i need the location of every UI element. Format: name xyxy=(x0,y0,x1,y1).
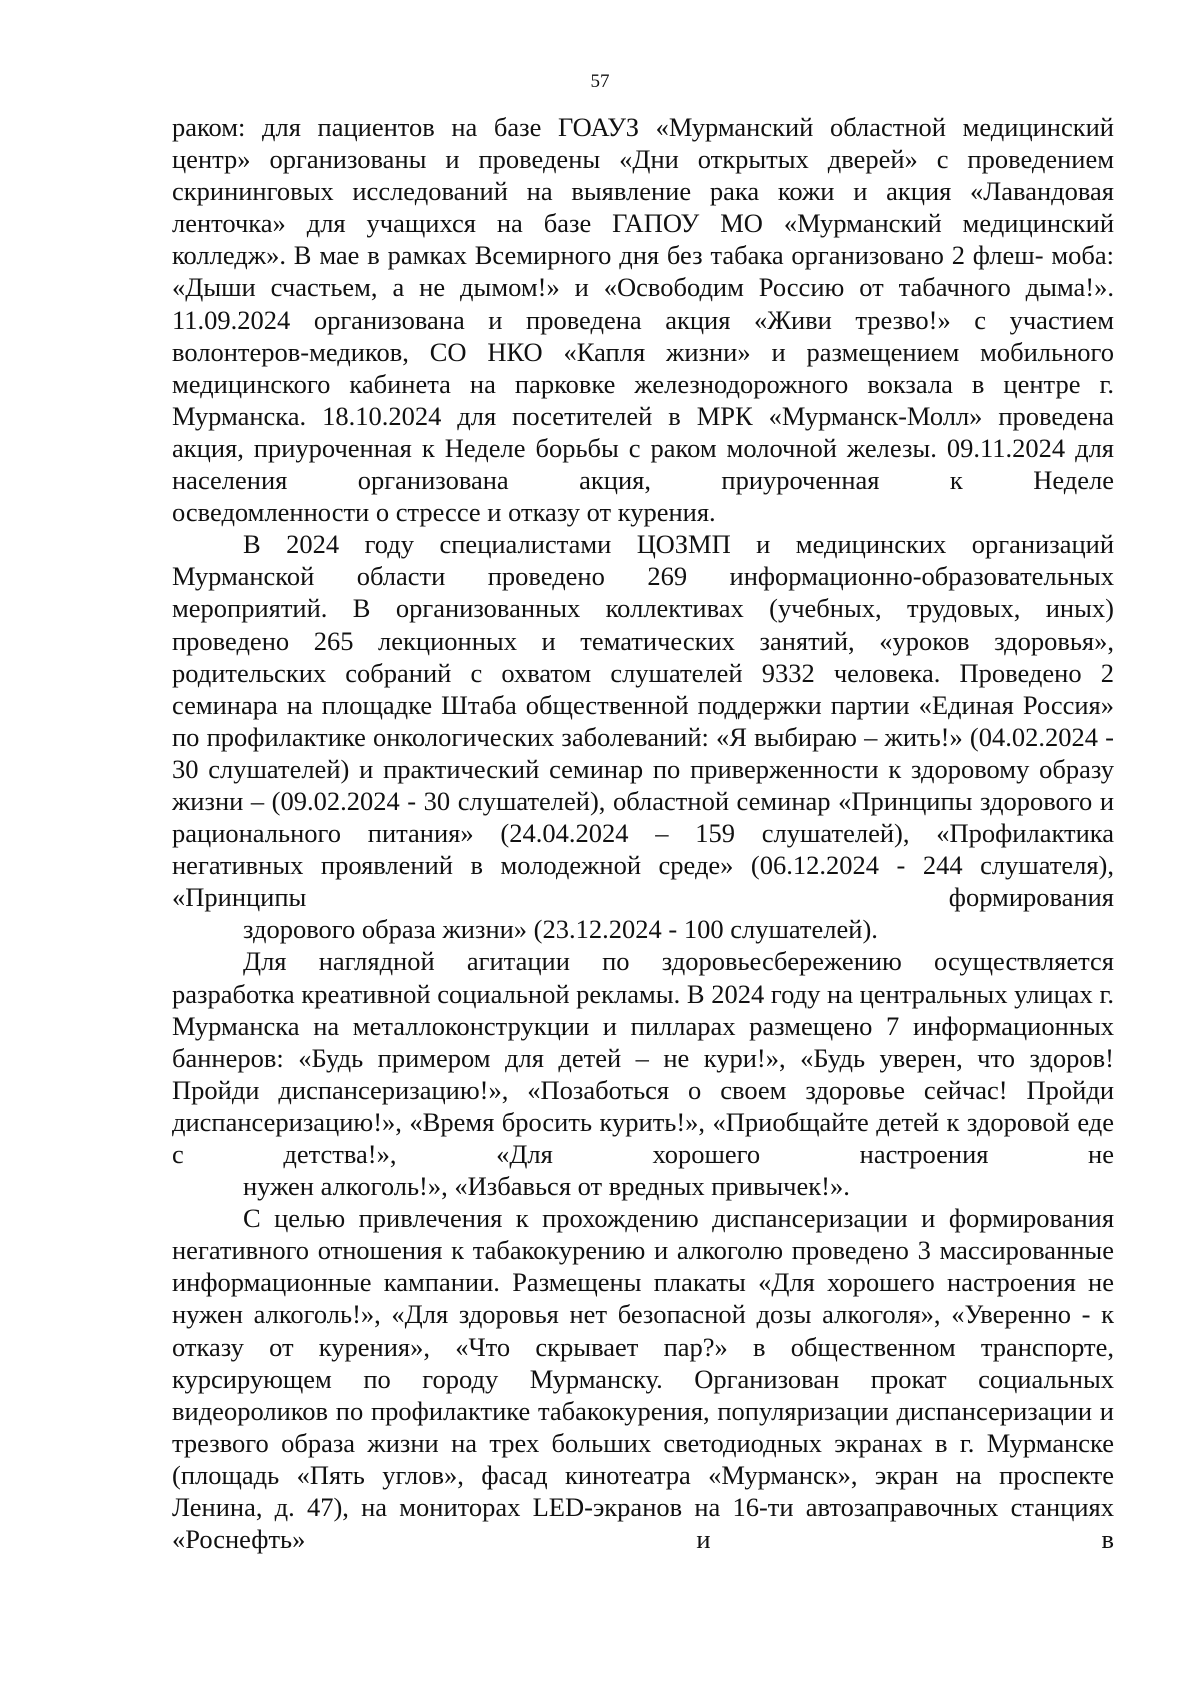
text-line: скрининговых исследований на выявление рака кожи и акция «Лавандовая xyxy=(172,176,1114,207)
text-line: Организован прокат социальных видеороликов по профилактике xyxy=(172,1363,1114,1426)
text-line: мобильного медицинского кабинета на парковке железнодорожного вокзала xyxy=(172,336,1114,399)
text-line-last: здорового образа жизни» (23.12.2024 - 100 слушателей). xyxy=(243,914,878,945)
text-line: приверженности к здоровому образу жизни – (09.02.2024 - 30 слушателей), xyxy=(172,753,1114,816)
text-line: колледж». В мае в рамках Всемирного дня без табака организовано 2 флеш- xyxy=(172,240,1044,271)
paragraph-4 xyxy=(172,1202,1114,1555)
page-number: 57 xyxy=(590,71,610,92)
document-body xyxy=(172,111,1114,1555)
text-line: Россия» по профилактике онкологических заболеваний: «Я выбираю – xyxy=(172,689,1114,752)
text-line: областной семинар «Принципы здорового и рационального питания» xyxy=(172,785,1114,849)
paragraph-1 xyxy=(172,111,1114,528)
text-line: в центре г. Мурманска. 18.10.2024 для посетителей в МРК «Мурманск-Молл» xyxy=(172,368,1114,431)
text-line: проведена акция, приуроченная к Неделе борьбы с раком молочной железы. xyxy=(172,400,1115,463)
text-line: безопасной дозы алкоголя», «Уверенно - к отказу от курения», «Что скрывает xyxy=(172,1299,1114,1362)
text-line: С целью привлечения к прохождению диспансеризации и xyxy=(243,1203,936,1234)
paragraph-2 xyxy=(172,528,1114,945)
text-line: моба: «Дыши счастьем, а не дымом!» и «Освободим Россию от табачного xyxy=(172,240,1115,303)
text-line: табакокурения, популяризации диспансеризации и трезвого образа жизни на xyxy=(172,1395,1114,1458)
text-line: разработка креативной социальной рекламы. В 2024 году на центральных xyxy=(172,978,1008,1009)
text-line: плакаты «Для хорошего настроения не нужен алкоголь!», «Для здоровья нет xyxy=(172,1267,1114,1330)
text-line: трех больших светодиодных экранах в г. Мурманске (площадь «Пять углов», xyxy=(172,1427,1114,1490)
text-line-last: осведомленности о стрессе и отказу от курения. xyxy=(172,497,716,528)
text-line: улицах г. Мурманска на металлоконструкции и пилларах размещено 7 xyxy=(172,978,1114,1041)
paragraph-3 xyxy=(172,945,1114,1202)
text-line: участием волонтеров-медиков, СО НКО «Капля жизни» и размещением xyxy=(172,304,1115,367)
text-line: Для наглядной агитации по здоровьесбережению осуществляется xyxy=(243,946,1114,977)
text-line: пар?» в общественном транспорте, курсирующем по городу Мурманску. xyxy=(172,1331,1114,1394)
text-line: центр» организованы и проведены «Дни открытых дверей» с проведением xyxy=(172,144,1114,175)
text-line: Мурманской области проведено 269 информационно-образовательных xyxy=(172,561,1114,592)
text-line: ленточка» для учащихся на базе ГАПОУ МО «Мурманский медицинский xyxy=(172,208,1114,239)
text-line: молодежной среде» (06.12.2024 - 244 слушателя), «Принципы формирования xyxy=(172,850,1114,913)
text-line: фасад кинотеатра «Мурманск», экран на проспекте Ленина, д. 47), на xyxy=(172,1459,1114,1523)
text-line: проведено 265 лекционных и тематических занятий, «уроков здоровья», xyxy=(172,625,1114,656)
text-line: мониторах LED-экранов на 16-ти автозаправочных станциях «Роснефть» и в xyxy=(172,1492,1114,1555)
text-line: В 2024 году специалистами ЦОЗМП и медицинских организаций xyxy=(243,529,1114,560)
text-line-last: нужен алкоголь!», «Избавься от вредных привычек!». xyxy=(243,1171,850,1202)
text-line: уверен, что здоров! Пройди диспансеризацию!», «Позаботься о своем xyxy=(172,1042,1115,1105)
text-line: дыма!». 11.09.2024 организована и проведена акция «Живи трезво!» с xyxy=(172,272,1114,335)
text-line: (24.04.2024 – 159 слушателей), «Профилактика негативных проявлений в xyxy=(172,818,1114,881)
text-line: «Приобщайте детей к здоровой еде с детства!», «Для хорошего настроения не xyxy=(172,1106,1114,1169)
text-line: здоровье сейчас! Пройди диспансеризацию!», «Время бросить курить!», xyxy=(172,1074,1114,1137)
text-line: жить!» (04.02.2024 - 30 слушателей) и практический семинар по xyxy=(172,721,1114,784)
text-line: информационных баннеров: «Будь примером для детей – не кури!», «Будь xyxy=(172,1010,1114,1073)
text-line: мероприятий. В организованных коллективах (учебных, трудовых, иных) xyxy=(172,593,1114,624)
text-line: формирования негативного отношения к табакокурению и алкоголю xyxy=(172,1203,1115,1266)
text-line: 09.11.2024 для населения организована акция, приуроченная к Неделе xyxy=(172,432,1114,496)
text-line: проведено 3 массированные информационные кампании. Размещены xyxy=(172,1235,1114,1298)
text-line: родительских собраний с охватом слушателей 9332 человека. Проведено 2 xyxy=(172,657,1114,688)
text-line: семинара на площадке Штаба общественной поддержки партии «Единая xyxy=(172,689,1014,720)
text-line: раком: для пациентов на базе ГОАУЗ «Мурманский областной медицинский xyxy=(172,112,1114,142)
